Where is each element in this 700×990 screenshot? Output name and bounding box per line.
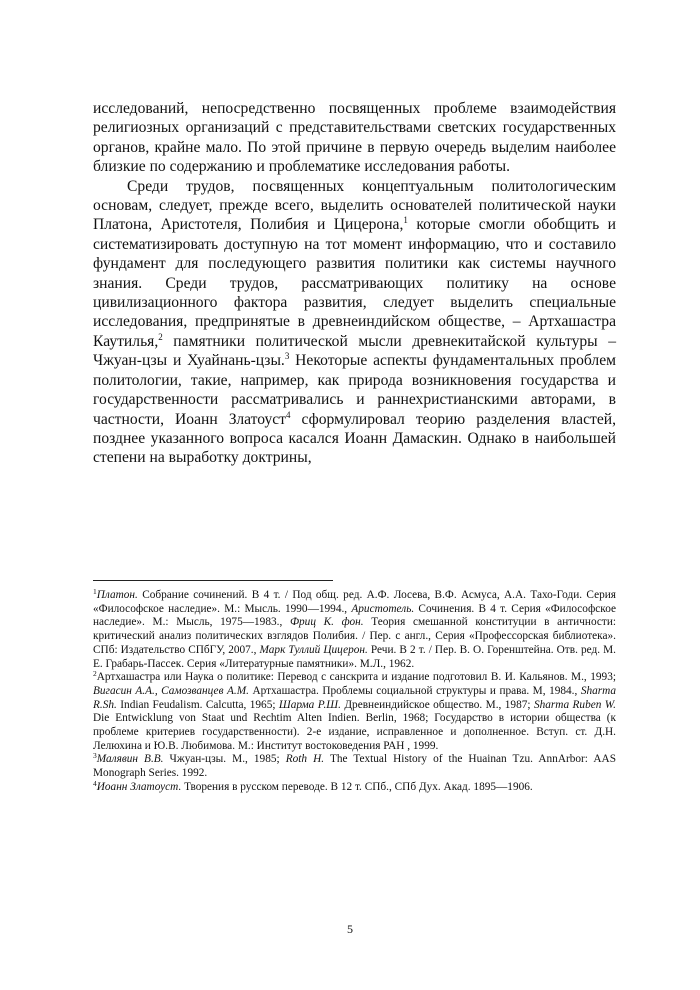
footnote-ref-3[interactable]: 3	[284, 351, 290, 362]
footnote-1	[93, 589, 616, 671]
footnote-number: 4	[93, 778, 97, 788]
footnote-text: Артхашастра. Проблемы социальной структуры и права. М, 1984.,	[248, 684, 581, 697]
page-number: 5	[347, 922, 353, 936]
author-name: Вигасин А.А., Самозванцев А.М.	[93, 684, 249, 697]
author-name: Roth H.	[285, 753, 325, 766]
footnote-text: Артхашастра или Наука о политике: Перевод с санскрита и издание подготовил В. И. Кальянов. М., 1993;	[96, 671, 616, 684]
footnote-text: Речи. В 2 т. / Пер. В. О. Горенштейна. Отв. ред. М. Е. Грабарь-Пассек. Серия «Литературные памятники». М.Л., 1962.	[93, 643, 616, 670]
author-name: Sharma Ruben W.	[533, 698, 616, 711]
footnote-number: 3	[93, 751, 97, 761]
footnote-text: Сочинения. В 4 т. Серия «Философское наследие». М.: Мысль, 1975—1983.,	[93, 602, 616, 629]
paragraph-1: исследований, непосредственно посвященных проблеме взаимодействия религиозных организаций с представительствами светских государственных органов, крайне мало. По этой причине в первую очередь выделим наиболее близкие по содержанию и проблематике исследования работы.	[93, 100, 616, 176]
footnote-text: Собрание сочинений. В 4 т. / Под общ. ред. А.Ф. Лосева, В.Ф. Асмуса, А.А. Тахо-Годи. Серия «Философское наследие». М.: Мысль. 1990—1994.,	[93, 589, 616, 615]
author-name: Иоанн Златоуст.	[96, 780, 182, 793]
footnote-text: Die Entwicklung von Staat und Rechtim Alten Indien. Berlin, 1968; Государство в истории общества (к проблеме критериев государственности). 2-е издание, исправленное и дополненное. Вступ. ст. Д.Н. Лелюхина и Ю.В. Любимова. М.: Институт востоковедения РАН , 1999.	[93, 712, 616, 752]
footnote-3	[93, 753, 616, 780]
paragraph-2-text-b: которые смогли обобщить и систематизировать доступную на тот момент информацию, что и составило фундамент для последующего развития политики как системы научного знания. Среди трудов, рассматривающих политику на основе цивилизационного фактора развития, следует выделить специальные исследования, предпринятые в древнеиндийском обществе, – Артхашастра Каутилья,	[93, 216, 616, 350]
footnote-text: Теория смешанной конституции в античности: критический анализ политических взглядов Полибия. / Пер. с англ., Серия «Профессорская библиотека». СПб: Издательство СПбГУ, 2007.,	[93, 616, 617, 656]
footnote-text: Indian Feudalism. Calcutta, 1965;	[116, 698, 279, 711]
footnote-ref-2[interactable]: 2	[158, 331, 163, 342]
footnote-text: Чжуан-цзы. М., 1985;	[163, 753, 286, 766]
author-name: Шарма Р.Ш.	[278, 698, 341, 711]
author-name: Фриц К. фон.	[289, 616, 364, 629]
footnote-text: Творения в русском переводе. В 12 т. СПб., СПб Дух. Акад. 1895—1906.	[181, 780, 533, 793]
paragraph-2	[93, 177, 616, 468]
paragraph-2-text-e: сформулировал теорию разделения властей, позднее указанного вопроса касался Иоанн Дамаскин. Однако в наибольшей степени на выработку доктрины,	[93, 410, 616, 467]
footnote-separator	[93, 580, 333, 581]
footnote-ref-4[interactable]: 4	[286, 409, 291, 420]
author-name: Sharma R.Sh.	[93, 684, 616, 711]
footnote-text: The Textual History of the Huainan Tzu. AnnArbor: AAS Monograph Series. 1992.	[93, 753, 616, 780]
footnote-ref-1[interactable]: 1	[403, 215, 408, 226]
footnote-number: 2	[93, 669, 97, 679]
author-name: Аристотель.	[351, 602, 415, 615]
footnotes	[93, 589, 616, 795]
paragraph-2-text-c: памятники политической мысли древнекитайской культуры – Чжуан-цзы и Хуайнань-цзы.	[93, 332, 616, 370]
footnote-4	[93, 778, 616, 795]
author-name: Малявин В.В.	[96, 753, 164, 766]
footnote-2	[93, 671, 616, 753]
author-name: Платон.	[96, 589, 138, 601]
body-text	[93, 99, 616, 468]
paragraph-2-text-a: Среди трудов, посвященных концептуальным политологическим основам, следует, прежде всего, выделить основателей политической науки Платона, Аристотеля, Полибия и Цицерона,	[93, 177, 616, 234]
footnote-text: Древнеиндийское общество. М., 1987;	[340, 698, 534, 711]
paragraph-2-text-d: Некоторые аспекты фундаментальных проблем политологии, такие, например, как природа возникновения государства и государственности рассматривались и раннехристианскими авторами, в частности, Иоанн Златоуст	[93, 352, 616, 428]
author-name: Марк Туллий Цицерон.	[259, 643, 368, 656]
footnote-number: 1	[93, 587, 97, 596]
